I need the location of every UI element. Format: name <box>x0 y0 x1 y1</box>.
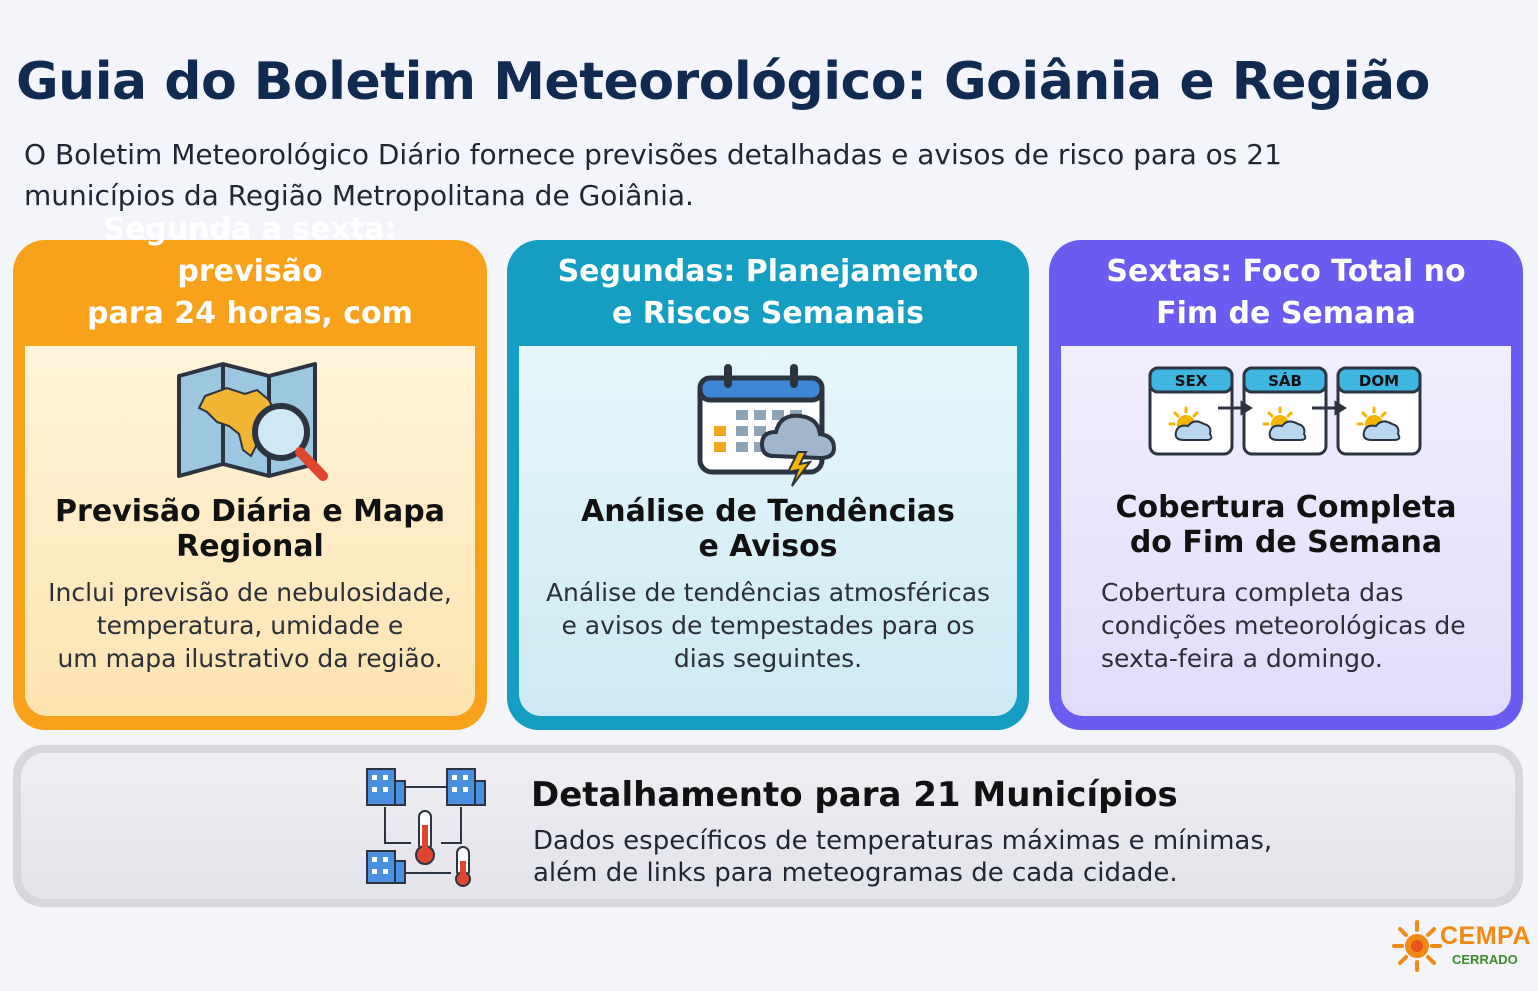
municipalities-body-line-2: além de links para meteogramas de cada cidade. <box>533 858 1178 888</box>
card-title <box>35 494 465 564</box>
card-body-line-1: Análise de tendências atmosféricas <box>545 578 991 607</box>
card-body-line-3: dias seguintes. <box>673 644 863 673</box>
municipalities-panel-content <box>21 753 1515 899</box>
municipalities-description <box>533 825 1293 889</box>
card-body-line-2: condições meteorológicas de <box>1101 611 1466 640</box>
card-header <box>1061 240 1511 346</box>
card-header-line-1: Sextas: Foco Total no <box>1106 254 1466 289</box>
card-title <box>529 494 1007 564</box>
card-header <box>519 240 1017 346</box>
day-label-sab: SÁB <box>1268 372 1302 390</box>
card-header-line-2: e Riscos Semanais <box>612 296 924 331</box>
page-subtitle <box>24 134 1444 216</box>
card-title-line-2: do Fim de Semana <box>1129 525 1443 560</box>
card-body-line-1: Inclui previsão de nebulosidade, <box>48 578 452 607</box>
card-title-line-2: Regional <box>176 529 324 564</box>
card-header <box>25 212 475 346</box>
card-title-line-1: Cobertura Completa <box>1115 490 1457 525</box>
card-body-line-2: temperatura, umidade e <box>96 611 404 640</box>
subtitle-line-2: municípios da Região Metropolitana de Goiânia. <box>24 179 694 212</box>
card-content <box>1061 346 1511 716</box>
card-title-line-1: Análise de Tendências <box>581 494 955 529</box>
calendar-storm-icon <box>688 360 848 488</box>
logo-subname: CERRADO <box>1452 952 1518 967</box>
buildings-thermometer-icon <box>361 763 491 887</box>
card-daily-forecast <box>13 212 487 730</box>
subtitle-line-1: O Boletim Meteorológico Diário fornece previsões detalhadas e avisos de risco para os 21 <box>24 138 1282 171</box>
card-header-line-1: Segundas: Planejamento <box>557 254 979 289</box>
municipalities-panel <box>13 745 1523 907</box>
day-label-dom: DOM <box>1358 372 1400 390</box>
map-magnifier-icon <box>165 360 335 488</box>
sun-logo-icon <box>1392 920 1442 972</box>
card-body-line-3: um mapa ilustrativo da região. <box>57 644 443 673</box>
card-title-line-2: e Avisos <box>698 529 838 564</box>
weekend-days-icon <box>1146 364 1426 464</box>
card-weekend-focus <box>1049 240 1523 730</box>
day-box-sex <box>1150 368 1232 454</box>
logo-name: CEMPA <box>1440 922 1531 950</box>
card-title-line-1: Previsão Diária e Mapa <box>55 494 445 529</box>
card-content <box>519 346 1017 716</box>
card-header-line-1: Segunda a sexta: previsão <box>103 212 397 289</box>
card-header-line-2: Fim de Semana <box>1156 296 1416 331</box>
card-title <box>1071 490 1501 560</box>
day-label-sex: SEX <box>1174 372 1208 390</box>
card-body-line-1: Cobertura completa das <box>1101 578 1404 607</box>
card-header-line-2: para 24 horas, com <box>87 296 413 331</box>
card-body-line-3: sexta-feira a domingo. <box>1101 644 1383 673</box>
card-description <box>1101 576 1489 675</box>
card-description <box>47 576 453 675</box>
card-content <box>25 346 475 716</box>
card-body-line-2: e avisos de tempestades para os <box>561 611 975 640</box>
day-box-dom <box>1338 368 1420 454</box>
municipalities-body-line-1: Dados específicos de temperaturas máximas e mínimas, <box>533 826 1273 856</box>
card-description <box>541 576 995 675</box>
card-weekly-planning <box>507 240 1029 730</box>
municipalities-title: Detalhamento para 21 Municípios <box>531 775 1178 815</box>
page-title: Guia do Boletim Meteorológico: Goiânia e Região <box>16 52 1430 112</box>
cempa-logo <box>1392 920 1531 972</box>
day-box-sab <box>1244 368 1326 454</box>
